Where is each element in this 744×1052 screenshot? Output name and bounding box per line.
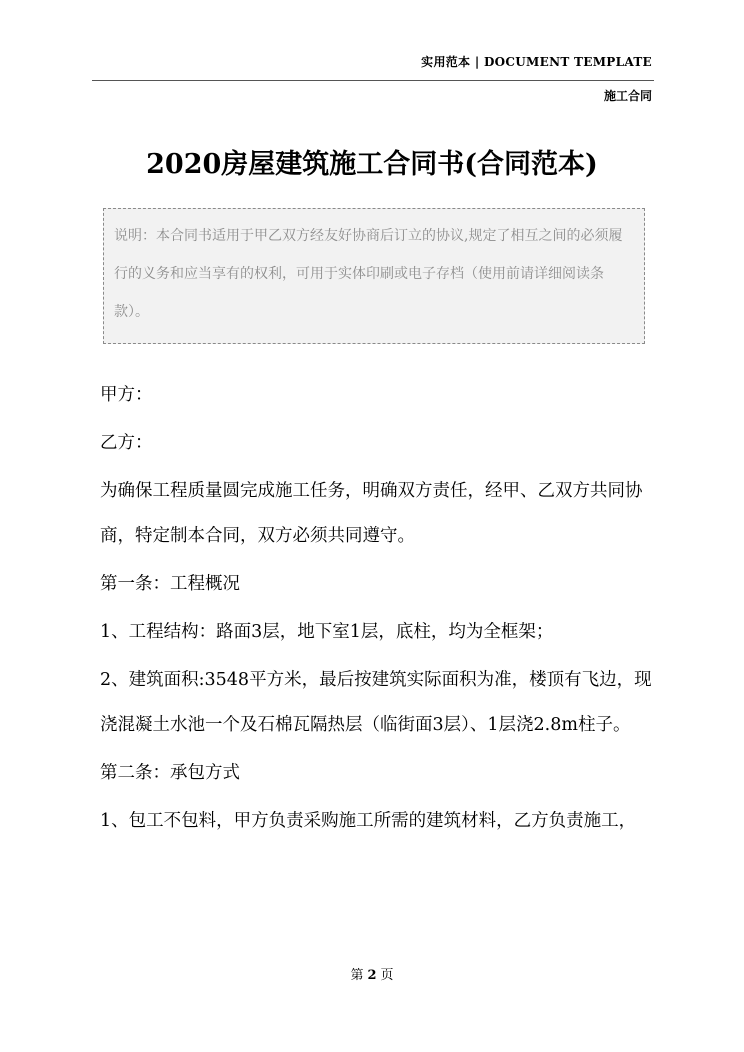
- preamble-paragraph: 为确保工程质量圆完成施工任务，明确双方责任，经甲、乙双方共同协商，特定制本合同，双方必须共同遵守。: [100, 481, 643, 546]
- header-divider: [92, 80, 654, 81]
- party-a-line: 甲方：: [100, 385, 153, 405]
- article-1-heading: 第一条：工程概况: [100, 574, 240, 594]
- footer-suffix: 页: [380, 968, 394, 983]
- party-b-line: 乙方：: [100, 433, 153, 453]
- document-body: [100, 373, 656, 847]
- document-title: 2020房屋建筑施工合同书(合同范本): [146, 149, 598, 180]
- article-1-item-2: 2、建筑面积:3548平方米，最后按建筑实际面积为准，楼顶有飞边，现浇混凝土水池一个及石棉瓦隔热层（临街面3层）、1层浇2.8m柱子。: [100, 670, 652, 735]
- footer-prefix: 第: [350, 968, 364, 983]
- article-2-heading: 第二条：承包方式: [100, 763, 240, 783]
- notice-box: [103, 208, 645, 344]
- page-number: 2: [367, 968, 377, 983]
- header-template-label: 实用范本 | DOCUMENT TEMPLATE: [421, 55, 652, 69]
- page-footer: [0, 964, 744, 983]
- article-1-item-1: 1、工程结构：路面3层，地下室1层，底柱，均为全框架；: [100, 622, 554, 642]
- article-2-item-1: 1、包工不包料，甲方负责采购施工所需的建筑材料，乙方负责施工，: [100, 811, 637, 831]
- header-category-label: 施工合同: [603, 89, 652, 103]
- notice-text: 说明：本合同书适用于甲乙双方经友好协商后订立的协议,规定了相互之间的必须履行的义务和应当享有的权利，可用于实体印刷或电子存档（使用前请详细阅读条款）。: [114, 228, 623, 320]
